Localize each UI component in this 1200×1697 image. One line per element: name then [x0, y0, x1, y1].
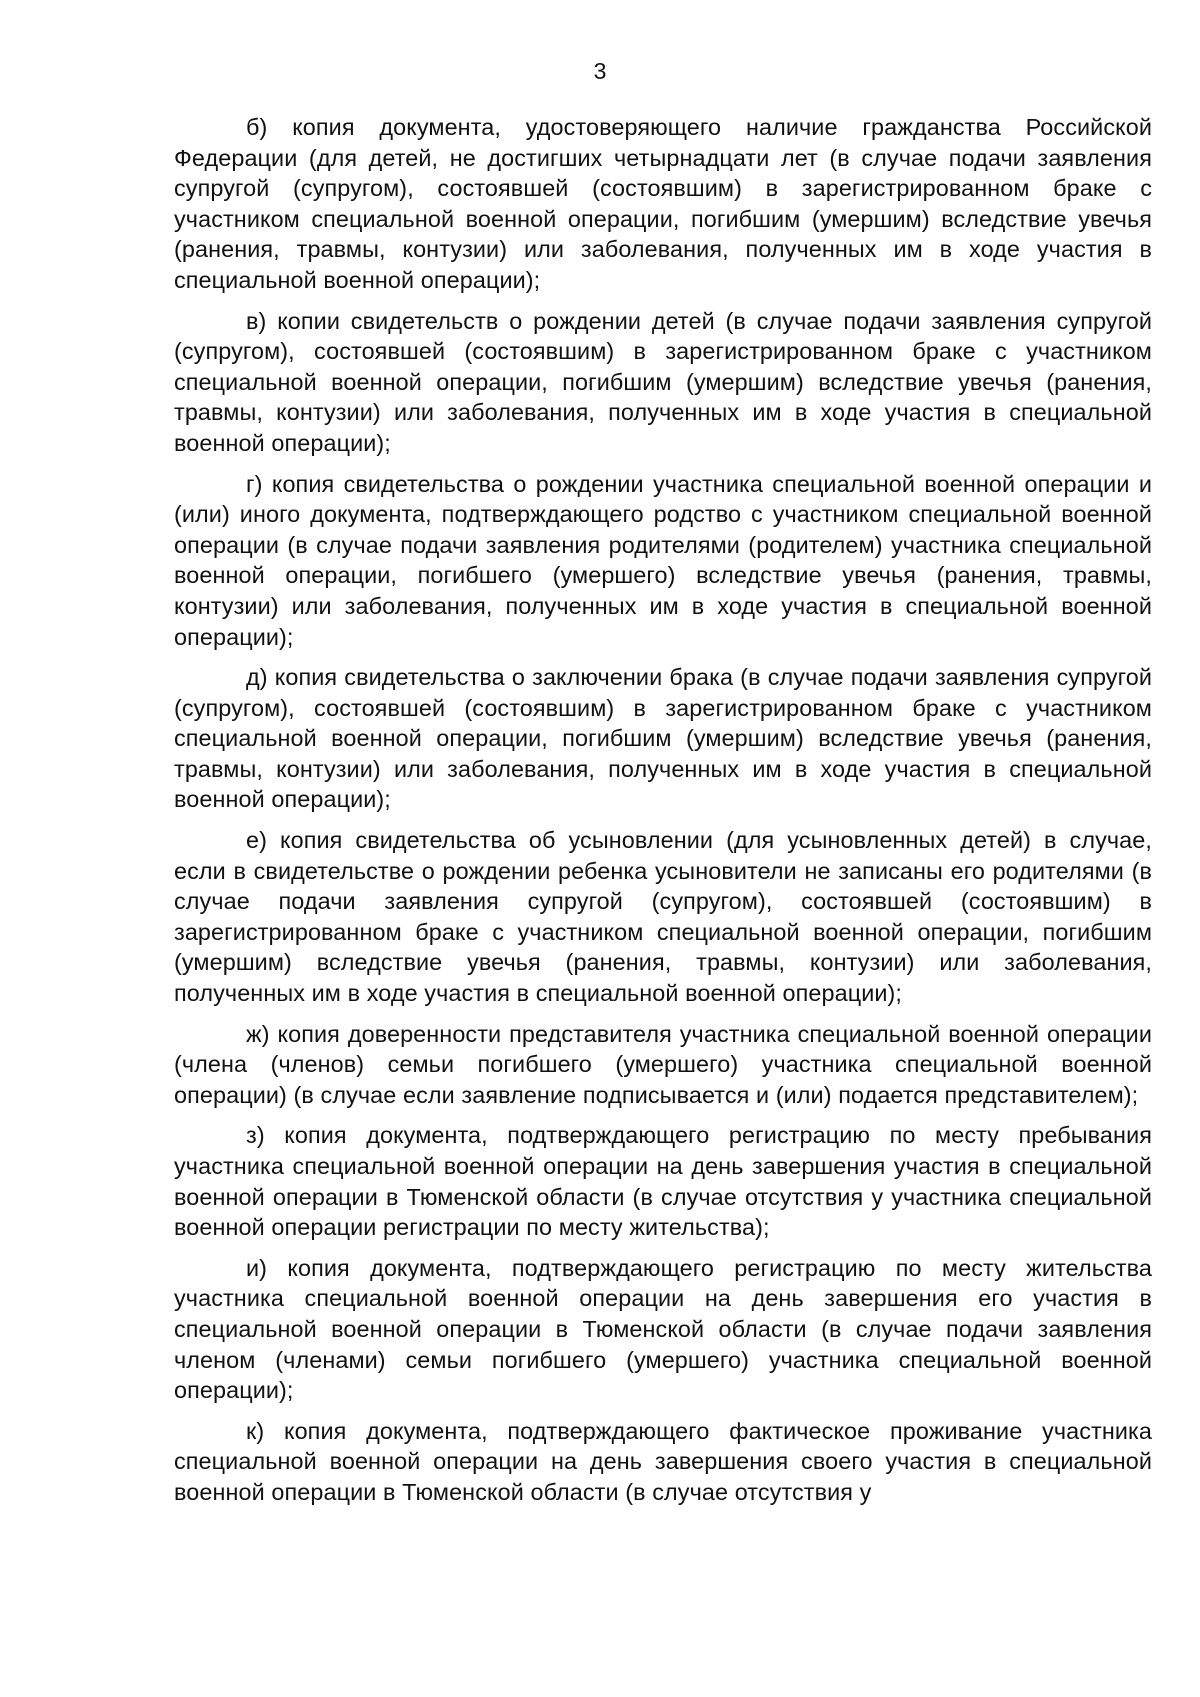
- paragraph-zh: ж) копия доверенности представителя участника специальной военной операции (члена (членов) семьи погибшего (умершего) участника специальной военной операции) (в случае если заявление подписывается и (или) подается представителем);: [174, 1020, 1152, 1108]
- paragraph-b: б) копия документа, удостоверяющего наличие гражданства Российской Федерации (для детей, не достигших четырнадцати лет (в случае подачи заявления супругой (супругом), состоявшей (состоявшим) в зарегистрированном браке с участником специальной военной операции, погибшим (умершим) вследствие увечья (ранения, травмы, контузии) или заболевания, полученных им в ходе участия в специальной военной операции);: [174, 114, 1152, 293]
- page-number: 3: [593, 58, 607, 84]
- paragraph-e: е) копия свидетельства об усыновлении (для усыновленных детей) в случае, если в свидетельстве о рождении ребенка усыновители не записаны его родителями (в случае подачи заявления супругой (супругом), состоявшей (состоявшим) в зарегистрированном браке с участником специальной военной операции, погибшим (умершим) вследствие увечья (ранения, травмы, контузии) или заболевания, полученных им в ходе участия в специальной военной операции);: [174, 827, 1152, 1007]
- paragraph-k: к) копия документа, подтверждающего фактическое проживание участника специальной военной операции на день завершения своего участия в специальной военной операции в Тюменской области (в случае отсутствия у: [174, 1417, 1152, 1505]
- paragraph-g: г) копия свидетельства о рождении участника специальной военной операции и (или) иного документа, подтверждающего родство с участником специальной военной операции (в случае подачи заявления родителями (родителем) участника специальной военной операции, погибшего (умершего) вследствие увечья (ранения, травмы, контузии) или заболевания, полученных им в ходе участия в специальной военной операции);: [174, 470, 1152, 650]
- paragraph-z: з) копия документа, подтверждающего регистрацию по месту пребывания участника специальной военной операции на день завершения участия в специальной военной операции в Тюменской области (в случае отсутствия у участника специальной военной операции регистрации по месту жительства);: [174, 1122, 1152, 1241]
- paragraph-v: в) копии свидетельств о рождении детей (в случае подачи заявления супругой (супругом), состоявшей (состоявшим) в зарегистрированном браке с участником специальной военной операции, погибшим (умершим) вследствие увечья (ранения, травмы, контузии) или заболевания, полученных им в ходе участия в специальной военной операции);: [174, 307, 1152, 456]
- document-body: [174, 112, 1152, 1518]
- paragraph-i: и) копия документа, подтверждающего регистрацию по месту жительства участника специальной военной операции на день завершения его участия в специальной военной операции в Тюменской области (в случае подачи заявления членом (членами) семьи погибшего (умершего) участника специальной военной операции);: [174, 1254, 1152, 1404]
- paragraph-d: д) копия свидетельства о заключении брака (в случае подачи заявления супругой (супругом), состоявшей (состоявшим) в зарегистрированном браке с участником специальной военной операции, погибшим (умершим) вследствие увечья (ранения, травмы, контузии) или заболевания, полученных им в ходе участия в специальной военной операции);: [174, 664, 1152, 813]
